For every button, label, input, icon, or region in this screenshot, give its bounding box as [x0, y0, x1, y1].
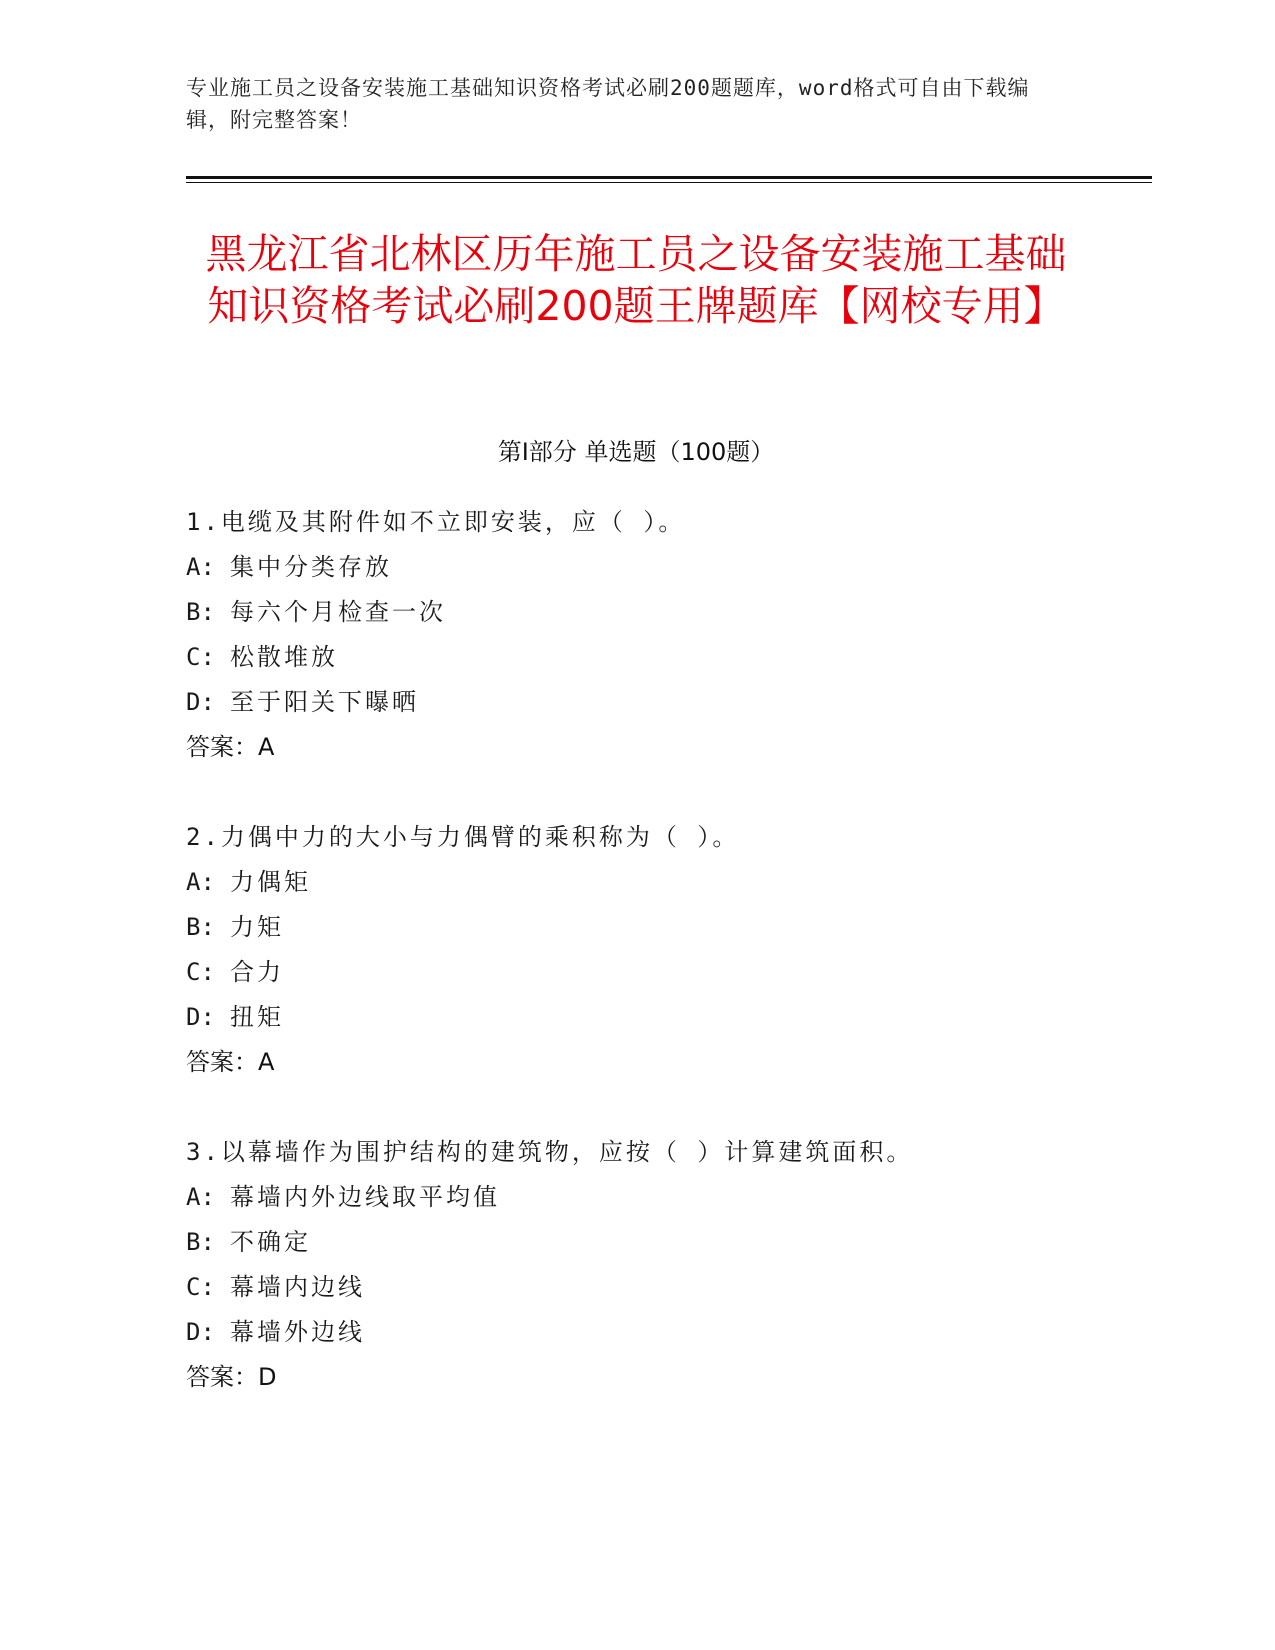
- option-a: [186, 860, 1146, 905]
- option-letter: A:: [186, 553, 215, 581]
- section-heading: 第Ⅰ部分 单选题（100题）: [497, 438, 775, 466]
- option-letter: C:: [186, 1273, 215, 1301]
- question-stem: 3.以幕墙作为围护结构的建筑物，应按（ ）计算建筑面积。: [186, 1138, 914, 1166]
- option-text: 集中分类存放: [230, 553, 392, 581]
- question-stem: 1.电缆及其附件如不立即安装，应（ ）。: [186, 508, 686, 536]
- option-letter: A:: [186, 1183, 215, 1211]
- option-letter: B:: [186, 913, 215, 941]
- option-d: [186, 995, 1146, 1040]
- header-rule-thick: [186, 176, 1152, 179]
- option-a: [186, 545, 1146, 590]
- question-answer: 答案：D: [186, 1363, 277, 1391]
- option-text: 松散堆放: [230, 643, 338, 671]
- option-text: 合力: [230, 958, 284, 986]
- question-answer: 答案：A: [186, 1048, 275, 1076]
- option-a: [186, 1175, 1146, 1220]
- option-text: 幕墙内边线: [230, 1273, 365, 1301]
- option-c: [186, 635, 1146, 680]
- option-text: 不确定: [230, 1228, 311, 1256]
- header-rule-thin: [186, 182, 1152, 183]
- option-text: 至于阳关下曝晒: [230, 688, 419, 716]
- header-note: 专业施工员之设备安装施工基础知识资格考试必刷200题题库，word格式可自由下载编辑，附完整答案！: [186, 76, 1030, 132]
- document-title: 黑龙江省北林区历年施工员之设备安装施工基础知识资格考试必刷200题王牌题库【网校专用】: [205, 230, 1067, 330]
- option-letter: C:: [186, 643, 215, 671]
- option-b: [186, 590, 1146, 635]
- option-text: 幕墙内外边线取平均值: [230, 1183, 500, 1211]
- option-c: [186, 950, 1146, 995]
- option-d: [186, 1310, 1146, 1355]
- option-letter: B:: [186, 598, 215, 626]
- option-d: [186, 680, 1146, 725]
- question-2: [186, 815, 1146, 1085]
- option-letter: D:: [186, 1003, 215, 1031]
- option-letter: D:: [186, 688, 215, 716]
- question-stem: 2.力偶中力的大小与力偶臂的乘积称为（ ）。: [186, 823, 740, 851]
- option-letter: A:: [186, 868, 215, 896]
- option-text: 幕墙外边线: [230, 1318, 365, 1346]
- option-c: [186, 1265, 1146, 1310]
- question-1: [186, 500, 1146, 770]
- option-text: 每六个月检查一次: [230, 598, 446, 626]
- option-text: 力偶矩: [230, 868, 311, 896]
- question-answer: 答案：A: [186, 733, 275, 761]
- option-b: [186, 1220, 1146, 1265]
- option-letter: B:: [186, 1228, 215, 1256]
- option-text: 扭矩: [230, 1003, 284, 1031]
- option-b: [186, 905, 1146, 950]
- option-letter: D:: [186, 1318, 215, 1346]
- option-letter: C:: [186, 958, 215, 986]
- question-3: [186, 1130, 1146, 1400]
- option-text: 力矩: [230, 913, 284, 941]
